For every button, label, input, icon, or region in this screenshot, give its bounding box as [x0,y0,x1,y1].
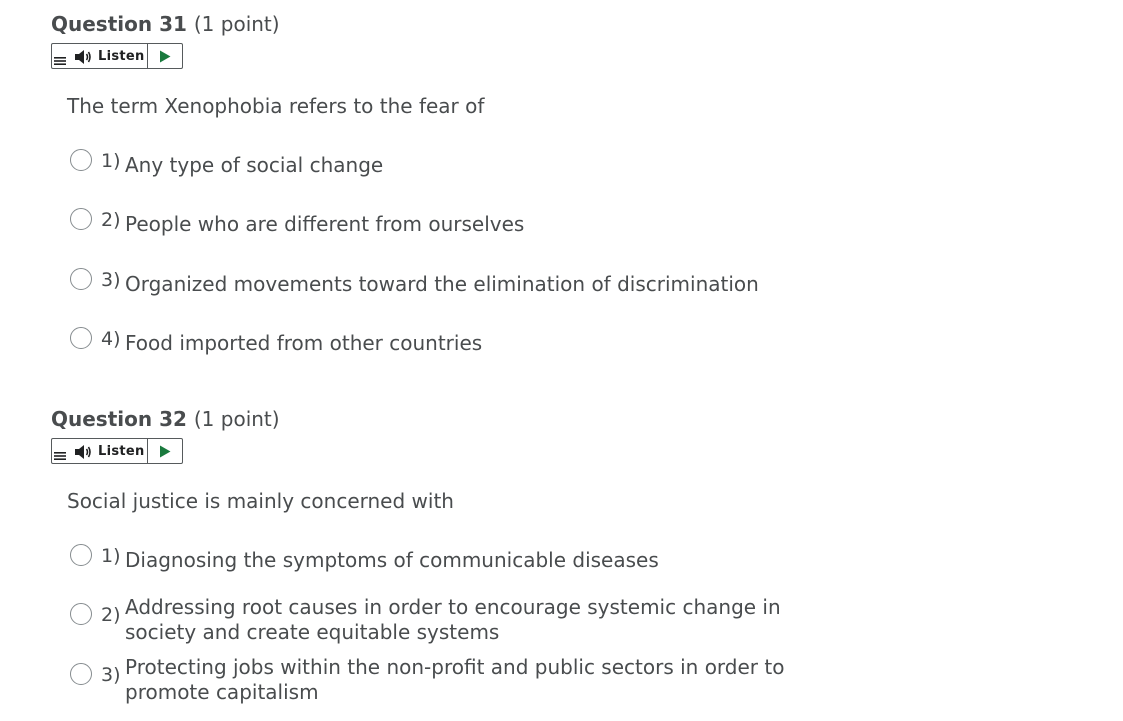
speaker-icon [74,444,92,460]
question-31 [51,12,1051,355]
radio-button[interactable] [70,544,92,566]
option-text[interactable]: Protecting jobs within the non-profit and public sectors in order to promote capitalism [125,655,785,704]
option-number: 2) [101,209,121,231]
radio-button[interactable] [70,268,92,290]
option-number: 4) [101,328,121,350]
radio-button[interactable] [70,149,92,171]
question-title [51,407,1051,431]
listen-label: Listen [98,49,145,64]
option-text[interactable]: Diagnosing the symptoms of communicable diseases [125,548,659,572]
radio-button[interactable] [70,663,92,685]
menu-icon[interactable] [53,450,67,462]
question-32 [51,407,1051,704]
option-text[interactable]: Organized movements toward the elimination of discrimination [125,272,759,296]
option-text[interactable]: People who are different from ourselves [125,212,525,236]
play-icon [159,50,171,63]
listen-toolbar [51,438,183,464]
question-points: (1 point) [193,12,280,36]
question-number: Question 32 [51,407,187,431]
option-text[interactable]: Addressing root causes in order to encourage systemic change in society and create equitable systems [125,595,781,644]
play-button[interactable] [148,439,182,463]
listen-toolbar [51,43,183,69]
option-text[interactable]: Any type of social change [125,153,384,177]
option-number: 1) [101,545,121,567]
option-number: 3) [101,664,121,686]
play-icon [159,445,171,458]
question-stem: The term Xenophobia refers to the fear of [67,94,485,118]
question-number: Question 31 [51,12,187,36]
option-number: 3) [101,269,121,291]
option-text[interactable]: Food imported from other countries [125,331,483,355]
option-number: 1) [101,150,121,172]
speaker-icon [74,49,92,65]
radio-button[interactable] [70,603,92,625]
listen-button[interactable] [52,44,148,68]
menu-icon[interactable] [53,55,67,67]
radio-button[interactable] [70,327,92,349]
listen-button[interactable] [52,439,148,463]
play-button[interactable] [148,44,182,68]
listen-label: Listen [98,444,145,459]
question-stem: Social justice is mainly concerned with [67,489,454,513]
radio-button[interactable] [70,208,92,230]
question-points: (1 point) [193,407,280,431]
option-number: 2) [101,604,121,626]
question-title [51,12,1051,36]
